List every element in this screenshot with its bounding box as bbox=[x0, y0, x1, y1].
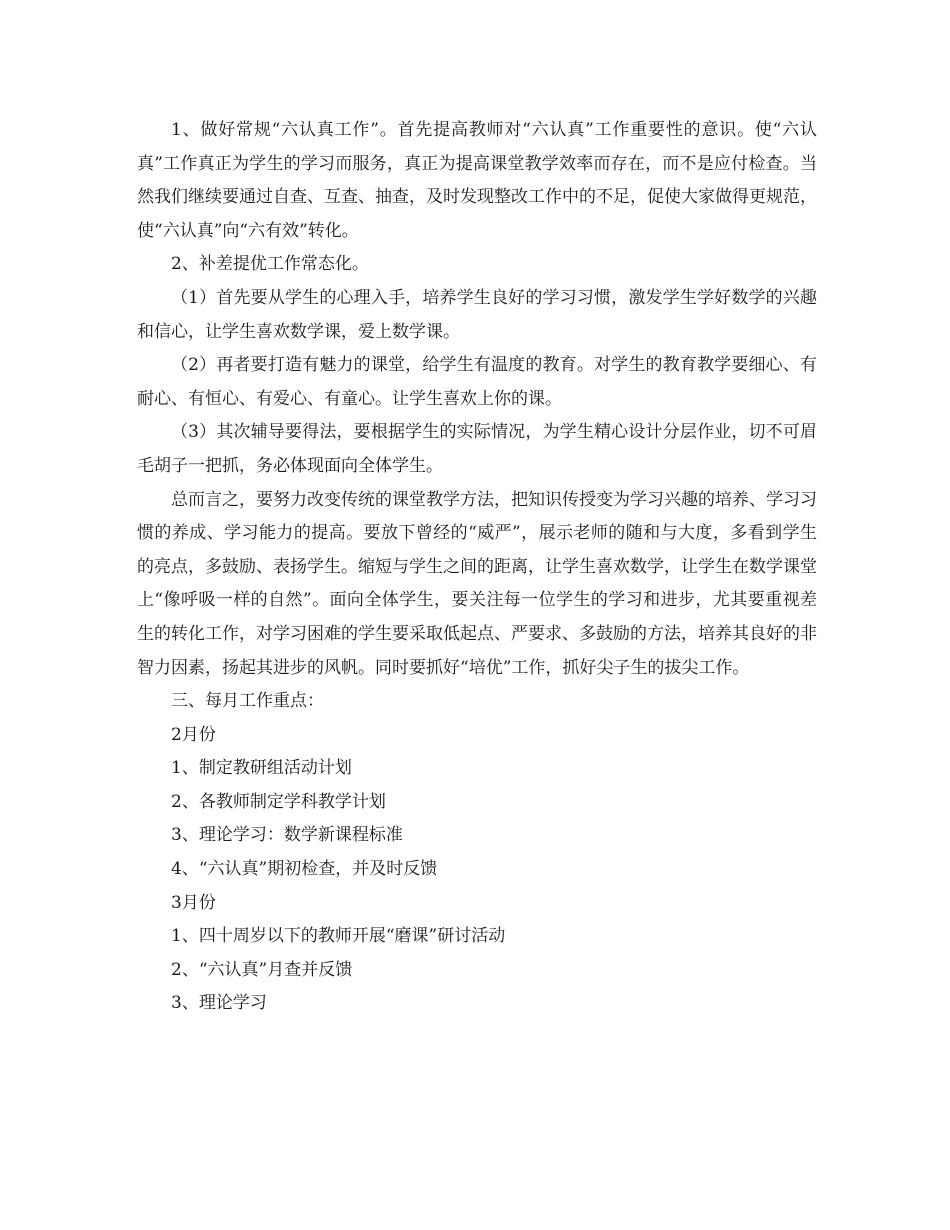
document-body bbox=[137, 114, 817, 1021]
list-item: 4、“六认真”期初检查，并及时反馈 bbox=[171, 859, 438, 880]
list-item: 2、各教师制定学科教学计划 bbox=[171, 791, 386, 812]
list-item: 3、理论学习：数学新课程标准 bbox=[171, 825, 403, 846]
paragraph-remedial-heading: 2、补差提优工作常态化。 bbox=[171, 254, 369, 275]
paragraph-six-diligence: 1、做好常规“六认真工作”。首先提高教师对“六认真”工作重要性的意识。使“六认真”工作真正为学生的学习而服务，真正为提高课堂教学效率而存在，而不是应付检查。当然我们继续要通过自查、互查、抽查，及时发现整改工作中的不足，促使大家做得更规范，使“六认真”向“六有效”转化。 bbox=[137, 120, 817, 241]
month-heading-march: 3月份 bbox=[171, 892, 216, 913]
paragraph-remedial-item-1: （1）首先要从学生的心理入手，培养学生良好的学习习惯，激发学生学好数学的兴趣和信心，让学生喜欢数学课，爱上数学课。 bbox=[137, 287, 817, 342]
list-item: 2、“六认真”月查并反馈 bbox=[171, 959, 353, 980]
list-item: 1、四十周岁以下的教师开展“磨课”研讨活动 bbox=[171, 926, 506, 947]
paragraph-summary: 总而言之，要努力改变传统的课堂教学方法，把知识传授变为学习兴趣的培养、学习习惯的养成、学习能力的提高。要放下曾经的“威严”，展示老师的随和与大度，多看到学生的亮点，多鼓励、表扬学生。缩短与学生之间的距离，让学生喜欢数学，让学生在数学课堂上“像呼吸一样的自然”。面向全体学生，要关注每一位学生的学习和进步，尤其要重视差生的转化工作，对学习困难的学生要采取低起点、严要求、多鼓励的方法，培养其良好的非智力因素，扬起其进步的风帆。同时要抓好“培优”工作，抓好尖子生的拔尖工作。 bbox=[137, 489, 817, 678]
month-heading-february: 2月份 bbox=[171, 724, 216, 745]
list-item: 1、制定教研组活动计划 bbox=[171, 758, 352, 779]
section-heading-monthly-focus: 三、每月工作重点： bbox=[171, 691, 324, 712]
paragraph-remedial-item-2: （2）再者要打造有魅力的课堂，给学生有温度的教育。对学生的教育教学要细心、有耐心、有恒心、有爱心、有童心。让学生喜欢上你的课。 bbox=[137, 355, 817, 409]
paragraph-remedial-item-3: （3）其次辅导要得法，要根据学生的实际情况，为学生精心设计分层作业，切不可眉毛胡子一把抓，务必体现面向全体学生。 bbox=[137, 422, 817, 476]
list-item: 3、理论学习 bbox=[171, 993, 267, 1014]
